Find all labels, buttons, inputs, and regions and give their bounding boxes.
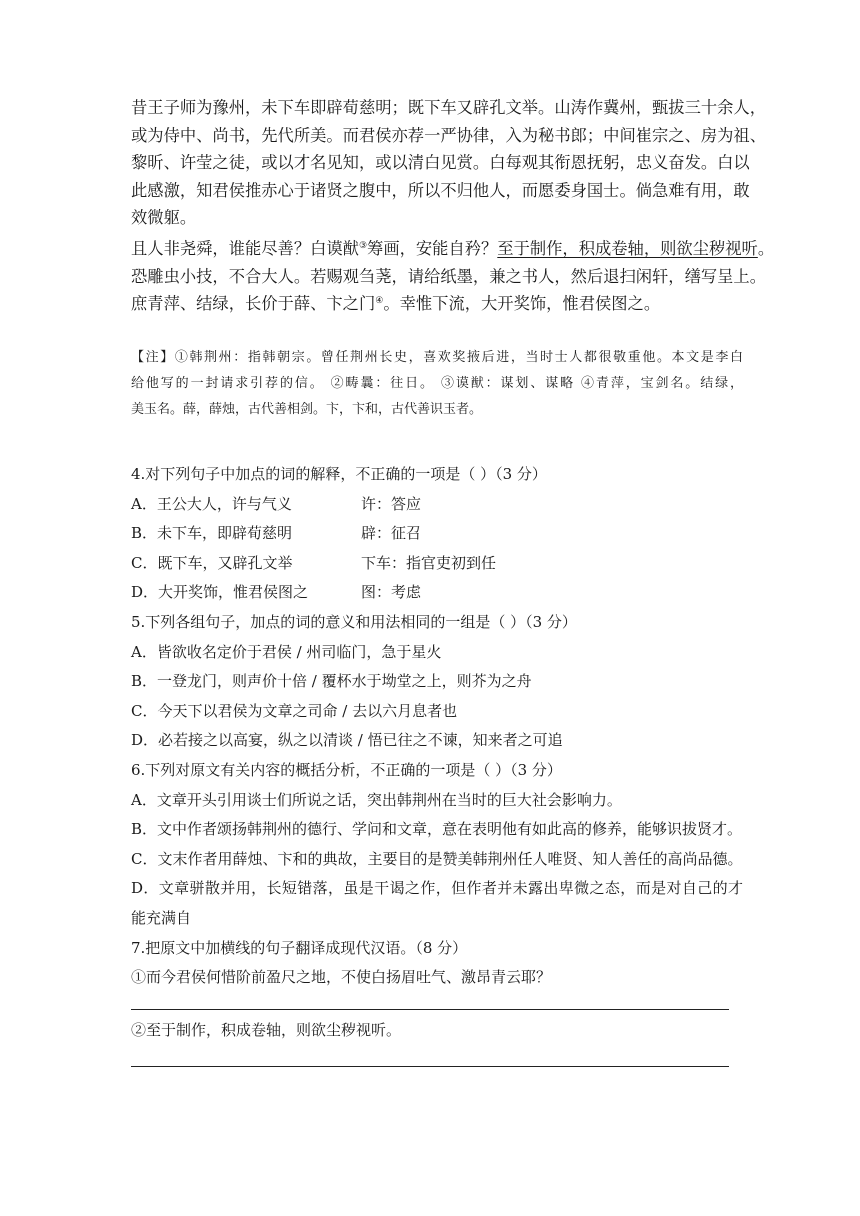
annotation-notes	[131, 345, 743, 423]
question-5-stem: 5.下列各组句子，加点的词的意义和用法相同的一组是（ ）（3 分）	[131, 612, 577, 631]
footnote-marker: ③	[358, 240, 368, 251]
passage-text: 筹画，安能自矜？	[367, 238, 498, 258]
option-sentence: B．未下车，即辟荀慈明	[131, 524, 293, 543]
question-7-stem: 7.把原文中加横线的句子翻译成现代汉语。（8 分）	[131, 938, 468, 957]
answer-line[interactable]	[131, 1066, 729, 1067]
option-sentence: D．大开奖饰，惟君侯图之	[131, 583, 309, 602]
option-gloss: 辟：征召	[361, 524, 422, 543]
question-7-item-2: ②至于制作，积成卷轴，则欲尘秽视听。	[131, 1021, 402, 1039]
passage-line: 恐雕虫小技，不合大人。若赐观刍荛，请给纸墨，兼之书人，然后退扫闲轩，缮写呈上。	[131, 266, 766, 286]
question-4-option-b	[131, 519, 751, 549]
option-gloss: 下车：指官吏初到任	[361, 553, 497, 572]
option-gloss: 图：考虑	[361, 583, 422, 602]
passage-line	[131, 235, 775, 263]
passage-line: 效微躯。	[131, 208, 197, 228]
answer-line[interactable]	[131, 1009, 729, 1010]
note-line: 给他写的一封请求引荐的信。 ②畴曩：往日。 ③谟猷：谋划、谋略 ④青萍，宝剑名。结绿，	[131, 376, 743, 391]
passage-line: 或为侍中、尚书，先代所美。而君侯亦荐一严协律，入为秘书郎；中间崔宗之、房为祖、	[131, 125, 766, 145]
question-section	[131, 460, 751, 993]
question-4-option-c	[131, 549, 751, 579]
question-5-option-d: D．必若接之以高宴，纵之以清谈 / 悟已往之不谏，知来者之可追	[131, 731, 563, 750]
question-4-option-d	[131, 578, 751, 608]
classical-passage	[131, 94, 775, 318]
question-6-stem: 6.下列对原文有关内容的概括分析，不正确的一项是（ ）（3 分）	[131, 760, 562, 779]
option-gloss: 许：答应	[361, 494, 422, 513]
question-4-stem: 4.对下列句子中加点的词的解释，不正确的一项是（ ）（3 分）	[131, 465, 547, 483]
question-6-option-b: B．文中作者颂扬韩荆州的德行、学问和文章，意在表明他有如此高的修养，能够识拔贤才。	[131, 820, 743, 839]
passage-line	[131, 290, 743, 318]
question-6-option-d-cont: 能充满自	[131, 908, 192, 927]
question-4-option-a	[131, 490, 751, 520]
passage-line: 昔王子师为豫州，未下车即辟荀慈明；既下车又辟孔文举。山涛作冀州，甄拔三十余人，	[131, 98, 766, 117]
passage-text: 。	[757, 238, 775, 258]
passage-line: 黎昕、许莹之徒，或以才名见知，或以清白见赏。白每观其衔恩抚躬，忠义奋发。白以	[131, 153, 750, 173]
question-5-option-a: A．皆欲收名定价于君侯 / 州司临门，急于星火	[131, 642, 442, 661]
note-line: 【注】①韩荆州：指韩朝宗。曾任荆州长史，喜欢奖掖后进，当时士人都很敬重他。本文是李白	[131, 350, 743, 365]
question-5-option-c: C．今天下以君侯为文章之司命 / 去以六月息者也	[131, 701, 458, 720]
question-6-option-a: A．文章开头引用谈士们所说之话，突出韩荆州在当时的巨大社会影响力。	[131, 790, 622, 809]
footnote-marker: ④	[375, 296, 384, 307]
question-7-continued	[131, 1016, 751, 1046]
passage-text: 庶青萍、结绿，长价于薛、卞之门	[131, 294, 376, 314]
question-6-option-d: D．文章骈散并用，长短错落，虽是干谒之作，但作者并未露出卑微之态，而是对自己的才	[131, 879, 743, 898]
underlined-sentence: 至于制作，积成卷轴，则欲尘秽视听	[497, 238, 758, 258]
question-7-item-1: ①而今君侯何惜阶前盈尺之地，不使白扬眉吐气、激昂青云耶？	[131, 968, 552, 987]
question-5-option-b: B．一登龙门，则声价十倍 / 覆杯水于坳堂之上，则芥为之舟	[131, 672, 532, 691]
question-6-option-c: C．文末作者用薛烛、卞和的典故，主要目的是赞美韩荆州任人唯贤、知人善任的高尚品德。	[131, 849, 743, 868]
passage-text: 且人非尧舜，谁能尽善？白谟猷	[131, 238, 359, 258]
option-sentence: C．既下车，又辟孔文举	[131, 553, 293, 572]
passage-line: 此感激，知君侯推赤心于诸贤之腹中，所以不归他人，而愿委身国士。倘急难有用，敢	[131, 180, 750, 200]
passage-text: 。幸惟下流，大开奖饰，惟君侯图之。	[383, 294, 661, 314]
note-line: 美玉名。薛，薛烛，古代善相剑。卞，卞和，古代善识玉者。	[131, 402, 483, 417]
option-sentence: A．王公大人，许与气义	[131, 494, 292, 513]
